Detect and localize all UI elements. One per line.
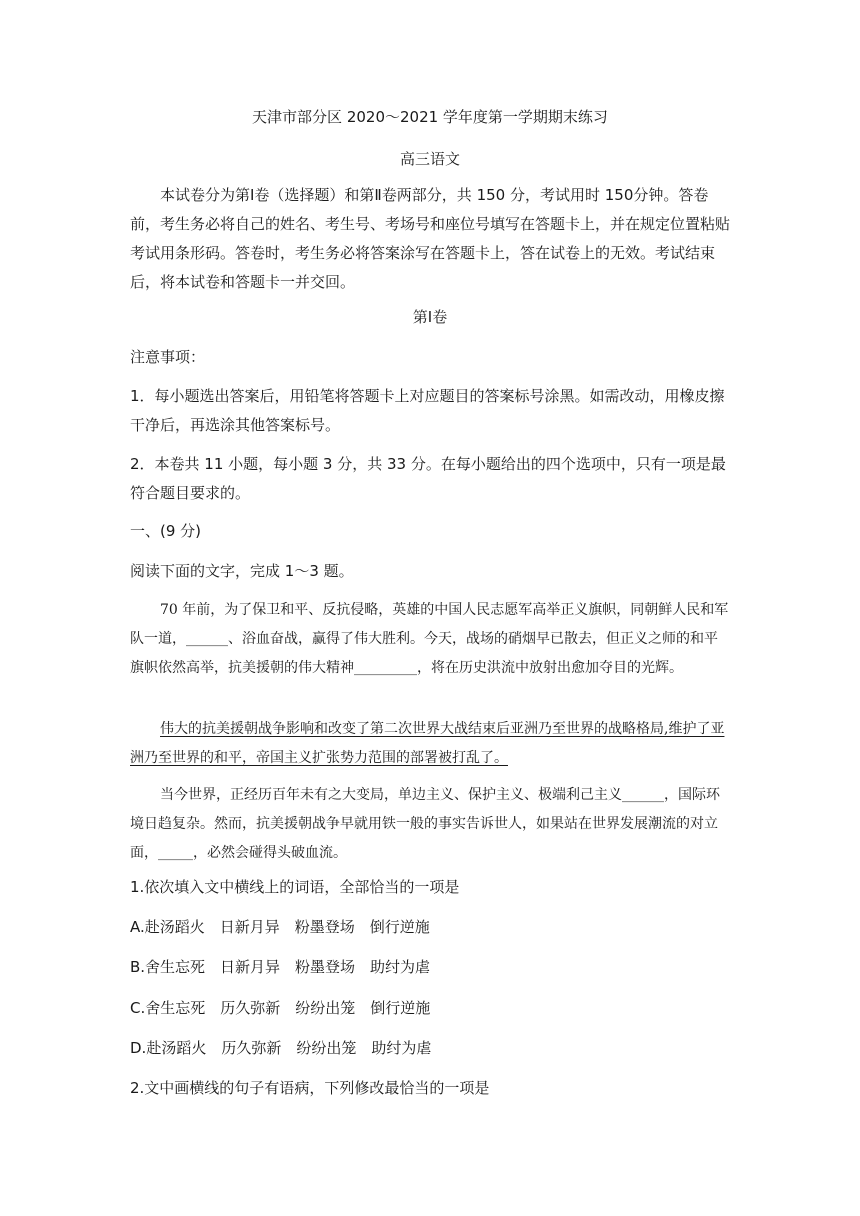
exam-instructions: 本试卷分为第Ⅰ卷（选择题）和第Ⅱ卷两部分，共 150 分，考试用时 150分钟。答卷前，考生务必将自己的姓名、考生号、考场号和座位号填写在答题卡上，并在规定位置粘贴考试用条形码。答卷时，考生务必将答案涂写在答题卡上，答在试卷上的无效。考试结束后，将本试卷和答题卡一并交回。	[130, 186, 731, 291]
exam-title: 天津市部分区 2020～2021 学年度第一学期期末练习	[252, 108, 608, 126]
question-2-stem: 2.文中画横线的句子有语病，下列修改最恰当的一项是	[130, 1079, 490, 1097]
notes-heading: 注意事项：	[130, 348, 206, 366]
note-item-2: 2．本卷共 11 小题，每小题 3 分，共 33 分。在每小题给出的四个选项中，只有一项是最符合题目要求的。	[130, 455, 726, 502]
part-one-heading: 一、(9 分)	[130, 522, 202, 540]
question-1-option-c: C.舍生忘死 历久弥新 纷纷出笼 倒行逆施	[130, 999, 431, 1017]
section-title: 第Ⅰ卷	[412, 308, 448, 326]
question-1-option-b: B.舍生忘死 日新月异 粉墨登场 助纣为虐	[130, 958, 431, 976]
passage-paragraph-1: 70 年前，为了保卫和平、反抗侵略，英雄的中国人民志愿军高举正义旗帜，同朝鲜人民和军队一道，______、浴血奋战，赢得了伟大胜利。今天，战场的硝烟早已散去，但正义之师的和平旗帜依然高举，抗美援朝的伟大精神_________，将在历史洪流中放射出愈加夺目的光辉。	[130, 602, 729, 676]
question-1-option-d: D.赴汤蹈火 历久弥新 纷纷出笼 助纣为虐	[130, 1039, 432, 1057]
question-1-option-a: A.赴汤蹈火 日新月异 粉墨登场 倒行逆施	[130, 918, 430, 936]
note-item-1: 1．每小题选出答案后，用铅笔将答题卡上对应题目的答案标号涂黑。如需改动，用橡皮擦干净后，再选涂其他答案标号。	[130, 387, 725, 434]
exam-subject: 高三语文	[399, 150, 460, 168]
question-1-stem: 1.依次填入文中横线上的词语，全部恰当的一项是	[130, 878, 460, 896]
passage-paragraph-3: 当今世界，正经历百年未有之大变局，单边主义、保护主义、极端利己主义______，国际环境日趋复杂。然而，抗美援朝战争早就用铁一般的事实告诉世人，如果站在世界发展潮流的对立面，_____，必然会碰得头破血流。	[130, 787, 720, 861]
part-one-instruction: 阅读下面的文字，完成 1～3 题。	[130, 562, 354, 580]
passage-underlined-sentence: 伟大的抗美援朝战争影响和改变了第二次世界大战结束后亚洲乃至世界的战略格局,维护了亚洲乃至世界的和平，帝国主义扩张势力范围的部署被打乱了。	[130, 721, 725, 766]
